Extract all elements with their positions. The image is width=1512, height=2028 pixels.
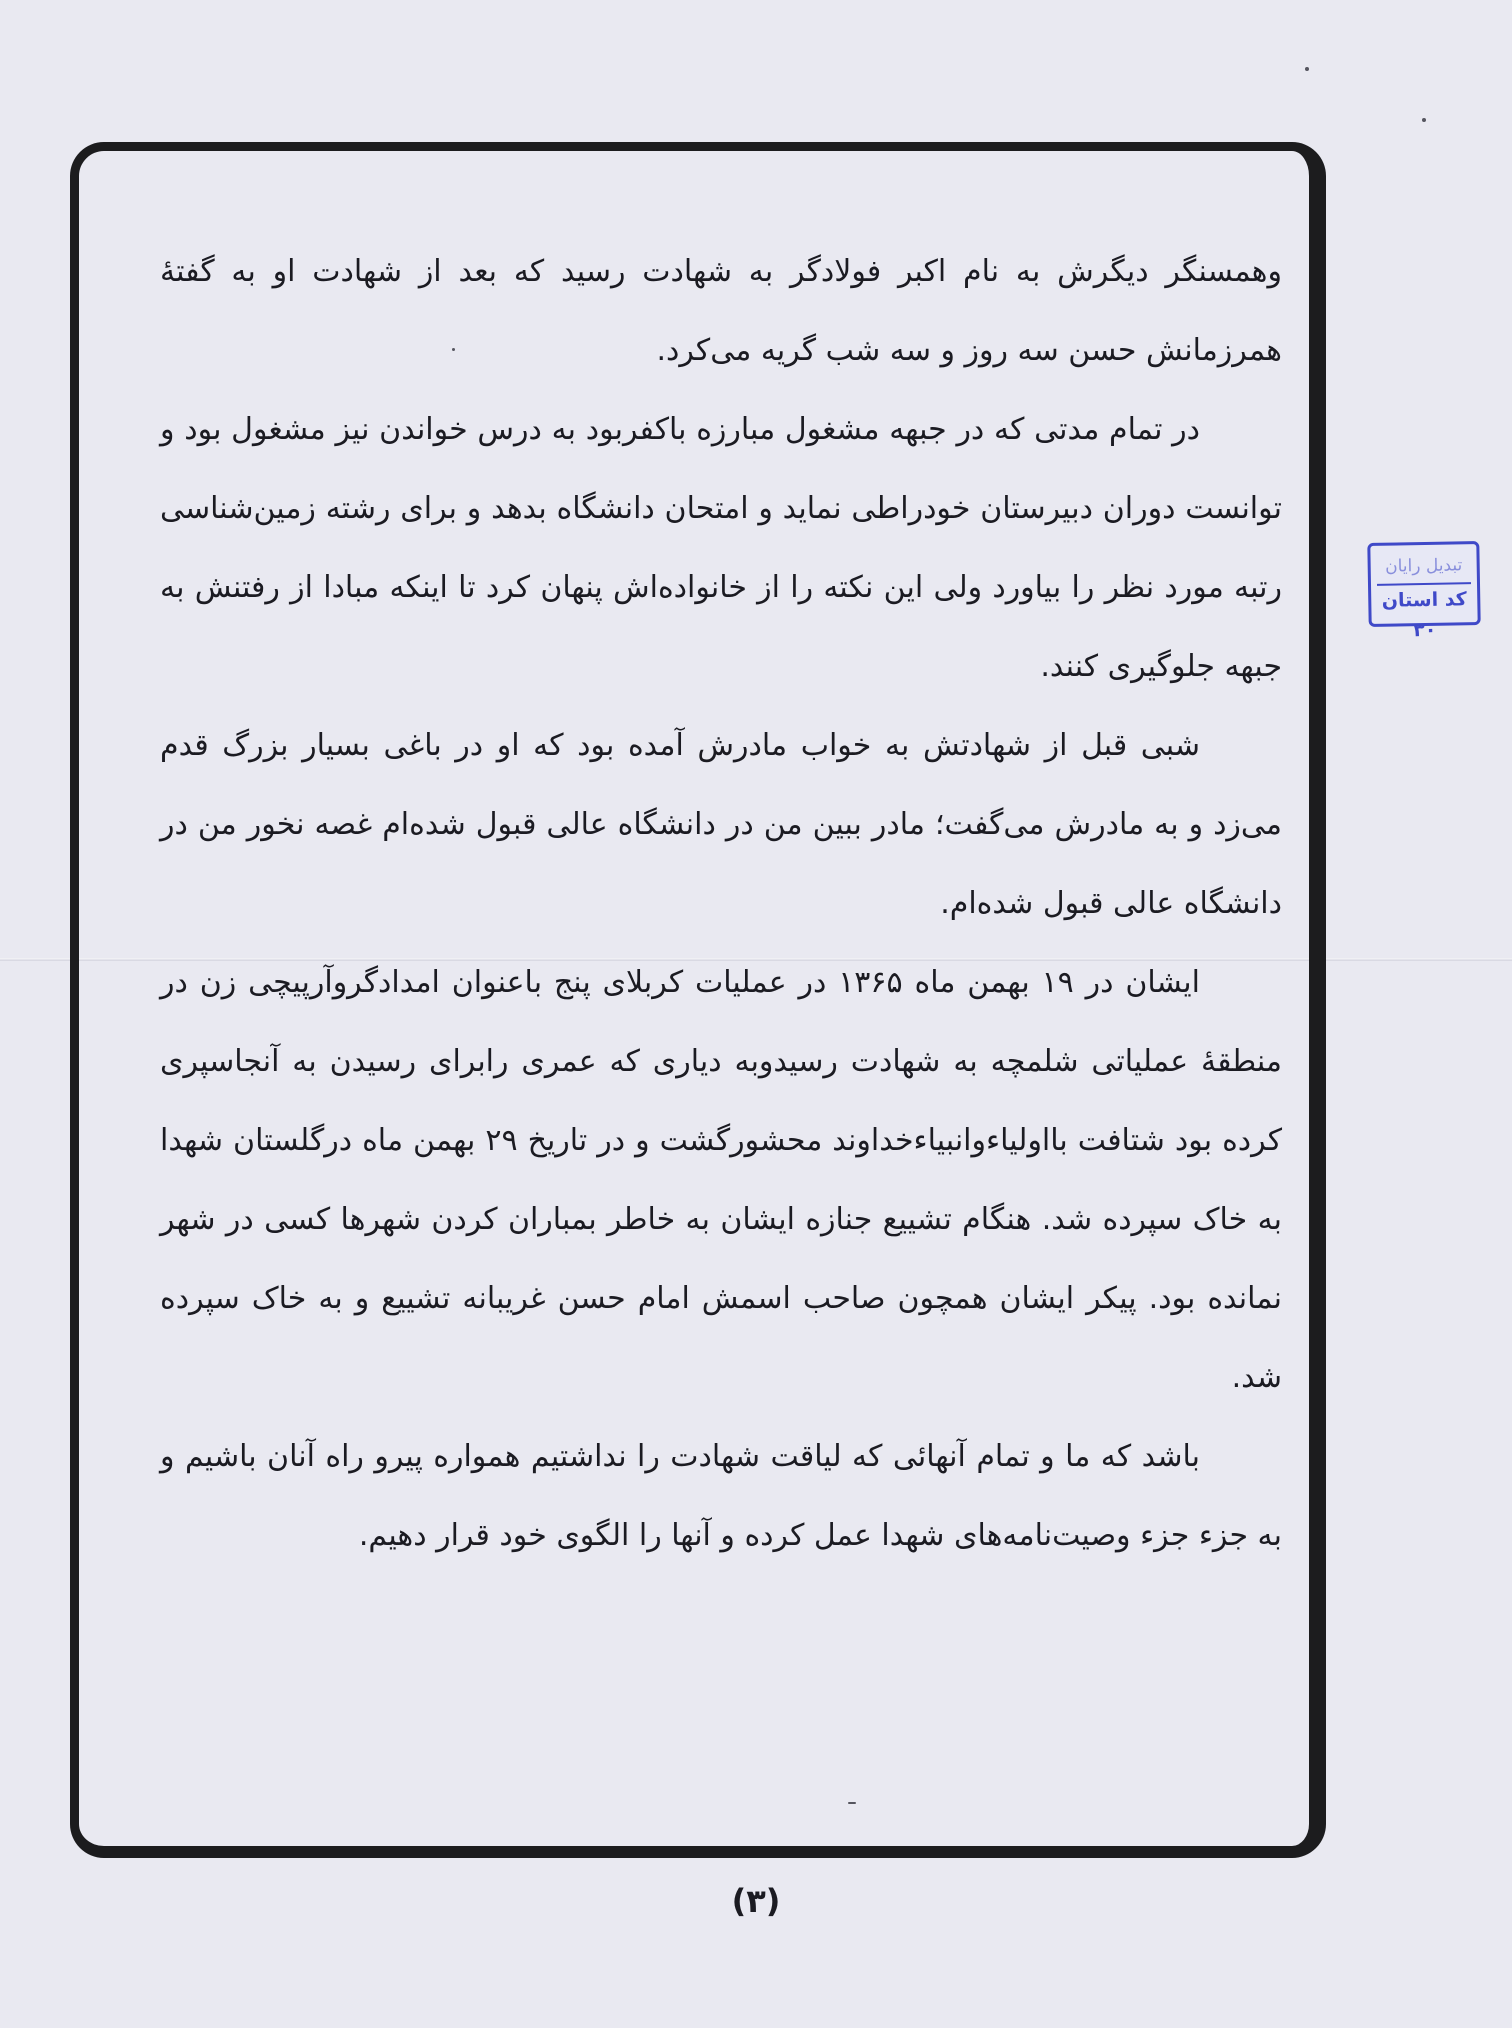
paper-speck [848,1802,856,1804]
paragraph-1: وهمسنگر دیگرش به نام اکبر فولادگر به شهادت رسید که بعد از شهادت او به گفتهٔ همرزمانش حسن سه روز و سه شب گریه می‌کرد. [160,254,1282,368]
paragraph-4: ایشان در ۱۹ بهمن ماه ۱۳۶۵ در عملیات کربلای پنج باعنوان امدادگروآرپیچی زن در منطقهٔ عملیاتی شلمچه به شهادت رسیدوبه دیاری که عمری رابرای رسیدن به آنجاسپری کرده بود شتافت بااولیاءوانبیاءخداوند محشورگشت و در تاریخ ۲۹ بهمن ماه درگلستان شهدا به خاک سپرده شد. هنگام تشییع جنازه ایشان به خاطر بمباران کردن شهرها کسی در شهر نمانده بود. پیکر ایشان همچون صاحب اسمش امام حسن غریبانه تشییع و به خاک سپرده شد. [160,965,1282,1395]
page-number: (۳) [731,1882,781,1920]
paragraph-3: شبی قبل از شهادتش به خواب مادرش آمده بود که او در باغی بسیار بزرگ قدم می‌زد و به مادرش می‌گفت؛ مادر ببین من در دانشگاه عالی قبول شده‌ام غصه نخور من در دانشگاه عالی قبول شده‌ام. [160,728,1282,921]
paragraph-5: باشد که ما و تمام آنهائی که لیاقت شهادت را نداشتیم همواره پیرو راه آنان باشیم و به جزء جزء وصیت‌نامه‌های شهدا عمل کرده و آنها را الگوی خود قرار دهیم. [160,1439,1282,1553]
paper-speck [1305,67,1309,71]
document-body [160,232,1282,1575]
blue-ink-stamp [1367,541,1480,642]
stamp-line-2: کد استان ۳۰ [1377,582,1472,646]
paragraph-2: در تمام مدتی که در جبهه مشغول مبارزه باکفربود به درس خواندن نیز مشغول بود و توانست دوران دبیرستان خودراطی نماید و امتحان دانشگاه بدهد و برای رشته زمین‌شناسی رتبه مورد نظر را بیاورد ولی این نکته را از خانواده‌اش پنهان کرد تا اینکه مبادا از رفتنش به جبهه جلوگیری کنند. [160,412,1282,684]
paper-speck [452,348,455,351]
paper-speck [1422,118,1426,122]
stamp-line-1: تبدیل رایان [1384,555,1463,577]
